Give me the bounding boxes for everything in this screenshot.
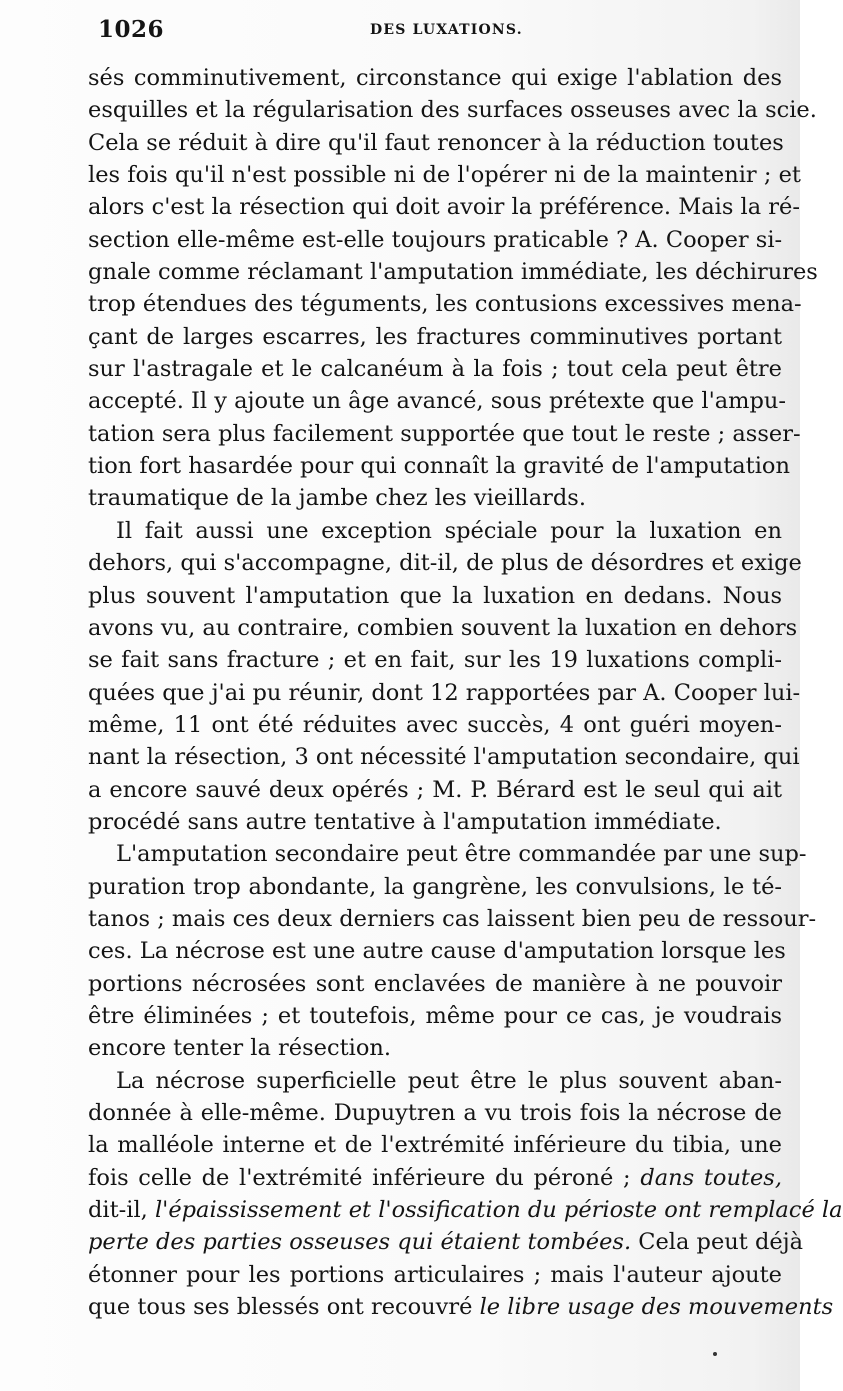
paragraph-start: Il fait aussi une exception spéciale pour la luxation en: [116, 517, 782, 544]
text-line: plus souvent l'amputation que la luxation en dedans. Nous: [88, 582, 782, 609]
text-line: ces. La nécrose est une autre cause d'amputation lorsque les: [88, 938, 786, 965]
text-line: a encore sauvé deux opérés ; M. P. Bérard est le seul qui ait: [88, 776, 782, 803]
text-line: tion fort hasardée pour qui connaît la gravité de l'amputation: [88, 453, 790, 480]
text-line: portions nécrosées sont enclavées de manière à ne pouvoir: [88, 970, 782, 997]
text-line: çant de larges escarres, les fractures comminutives portant: [88, 323, 782, 350]
italic-quote: dans toutes,: [640, 1164, 782, 1191]
text-line: quées que j'ai pu réunir, dont 12 rapportées par A. Cooper lui-: [88, 679, 801, 706]
page-number: 1026: [98, 16, 165, 43]
paragraph-start: L'amputation secondaire peut être commandée par une sup-: [116, 841, 807, 868]
text-line: [88, 1162, 782, 1194]
text-line: alors c'est la résection qui doit avoir la préférence. Mais la ré-: [88, 194, 800, 221]
text-line: être éliminées ; et toutefois, même pour ce cas, je voudrais: [88, 1002, 782, 1029]
text-segment: fois celle de l'extrémité inférieure du péroné ;: [88, 1164, 631, 1191]
print-speck: [713, 1352, 717, 1356]
text-line: se fait sans fracture ; et en fait, sur les 19 luxations compli-: [88, 647, 782, 674]
italic-quote: l'épaississement et l'ossification du périoste ont remplacé la: [154, 1197, 843, 1224]
text-line: donnée à elle-même. Dupuytren a vu trois fois la nécrose de: [88, 1100, 782, 1126]
text-line: trop étendues des téguments, les contusions excessives mena-: [88, 291, 802, 318]
text-line: sés comminutivement, circonstance qui exige l'ablation des: [88, 65, 782, 91]
text-line: dehors, qui s'accompagne, dit-il, de plus de désordres et exige: [88, 550, 802, 577]
text-line: puration trop abondante, la gangrène, les convulsions, le té-: [88, 873, 782, 900]
text-line: la malléole interne et de l'extrémité inférieure du tibia, une: [88, 1132, 782, 1159]
text-line: esquilles et la régularisation des surfaces osseuses avec la scie.: [88, 97, 817, 124]
text-line: [88, 1291, 834, 1323]
text-line: nant la résection, 3 ont nécessité l'amputation secondaire, qui: [88, 744, 800, 771]
text-line: Cela se réduit à dire qu'il faut renoncer à la réduction toutes: [88, 129, 784, 156]
text-line: section elle-même est-elle toujours praticable ? A. Cooper si-: [88, 226, 783, 253]
text-line: encore tenter la résection.: [88, 1035, 392, 1062]
text-segment: Cela peut déjà: [638, 1229, 804, 1256]
italic-quote: le libre usage des mouvements: [479, 1294, 834, 1321]
text-line: les fois qu'il n'est possible ni de l'opérer ni de la maintenir ; et: [88, 162, 801, 189]
text-line: sur l'astragale et le calcanéum à la fois ; tout cela peut être: [88, 356, 782, 383]
text-line: gnale comme réclamant l'amputation immédiate, les déchirures: [88, 259, 818, 286]
running-head: DES LUXATIONS.: [370, 22, 523, 38]
text-line: tanos ; mais ces deux derniers cas laissent bien peu de ressour-: [88, 905, 817, 932]
text-segment: que tous ses blessés ont recouvré: [88, 1294, 473, 1321]
text-line: avons vu, au contraire, combien souvent la luxation en dehors: [88, 614, 798, 641]
text-line: étonner pour les portions articulaires ; mais l'auteur ajoute: [88, 1261, 782, 1288]
italic-quote: perte des parties osseuses qui étaient tombées.: [88, 1229, 632, 1256]
text-line: même, 11 ont été réduites avec succès, 4 ont guéri moyen-: [88, 711, 782, 738]
text-line: [88, 1194, 843, 1226]
text-line: tation sera plus facilement supportée que tout le reste ; asser-: [88, 420, 801, 447]
body-text: [88, 62, 843, 1323]
paragraph-start: La nécrose superficielle peut être le plus souvent aban-: [116, 1067, 782, 1094]
text-line: procédé sans autre tentative à l'amputation immédiate.: [88, 808, 722, 835]
page-header: [98, 14, 780, 50]
text-line: [88, 1226, 804, 1258]
text-line: traumatique de la jambe chez les vieillards.: [88, 485, 586, 512]
text-segment: dit-il,: [88, 1197, 148, 1224]
text-line: accepté. Il y ajoute un âge avancé, sous prétexte que l'ampu-: [88, 388, 787, 415]
